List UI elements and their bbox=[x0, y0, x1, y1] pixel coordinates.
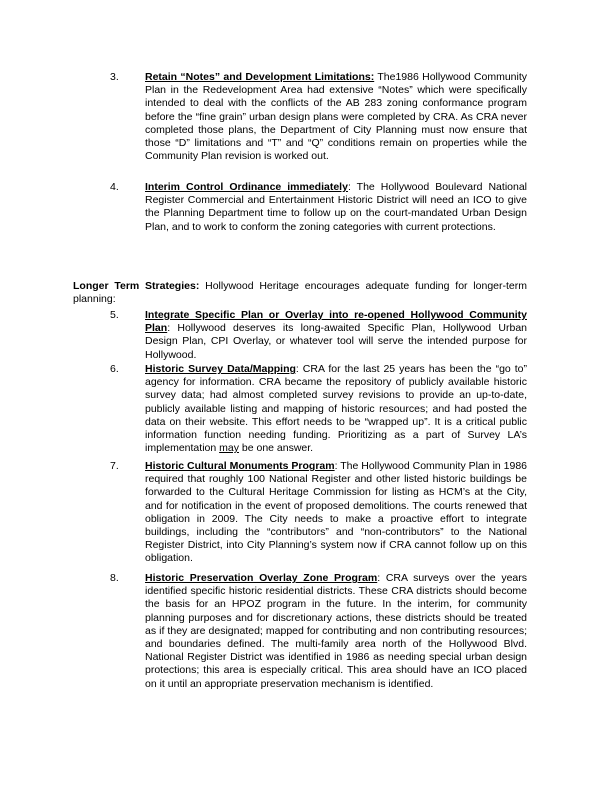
item-number: 5. bbox=[110, 309, 119, 321]
item-number: 3. bbox=[110, 71, 119, 83]
item-body: : The Hollywood Community Plan in 1986 required that roughly 100 National Register and other listed historic buildings be forwarded to the Cultural Heritage Commission for listing as HCM’s at the City, and for notification in the event of proposed demolitions. The courts renewed that obligation in 2009. The City needs to make a proactive effort to integrate buildings, including the “contributors” and “non-contributors” to the National Register District, into City Planning’s system now if CRA cannot follow up on this obligation. bbox=[145, 460, 528, 565]
list-item-retain-notes bbox=[145, 71, 527, 163]
section-label: Longer Term Strategies: bbox=[73, 280, 200, 292]
item-underlined-word: may bbox=[219, 442, 239, 455]
list-item-hpoz-program bbox=[145, 572, 527, 691]
list-item-integrate-plan bbox=[145, 309, 527, 362]
item-number: 6. bbox=[110, 363, 119, 375]
section-text: Hollywood Heritage encourages adequate funding for longer-term planning: bbox=[73, 280, 527, 306]
item-body: : The Hollywood Boulevard National Register Commercial and Entertainment Historic District will need an ICO to give the Planning Department time to follow up on the court-mandated Urban Design Plan, and to work to conform the zoning categories with current protections. bbox=[145, 181, 527, 233]
item-heading: Historic Preservation Overlay Zone Program bbox=[145, 572, 378, 584]
item-number: 4. bbox=[110, 181, 119, 193]
list-item-hcm-program bbox=[145, 460, 527, 566]
item-body: : CRA for the last 25 years has been the “go to” agency for information. CRA became the repository of publicly available historic survey data; had almost completed survey revisions to provide an up-to-date, publicly available listing and mapping of historic resources; and had posted the data on their website. This effort needs to be “wrapped up”. It is a critical public information function needing funding. Prioritizing as a part of Survey LA’s implementation bbox=[145, 363, 527, 455]
item-heading: Historic Survey Data/Mapping bbox=[145, 363, 296, 375]
item-number: 8. bbox=[110, 572, 119, 584]
list-item-interim-control bbox=[145, 181, 527, 234]
item-body: : Hollywood deserves its long-awaited Specific Plan, Hollywood Urban Design Plan, CPI Overlay, or whatever tool will serve the intended purpose for Hollywood. bbox=[145, 322, 527, 361]
item-heading: Historic Cultural Monuments Program bbox=[145, 460, 335, 472]
item-body: The1986 Hollywood Community Plan in the Redevelopment Area had extensive “Notes” which were specifically intended to deal with the conflicts of the AB 283 zoning conformance program before the “fine grain” urban design plans were completed by CRA. As CRA never completed those plans, the Department of City Planning must now ensure that those “D” limitations and “T” and “Q” conditions remain on properties while the Community Plan revision is worked out. bbox=[145, 71, 527, 163]
longer-term-paragraph bbox=[73, 280, 527, 306]
item-heading: Retain “Notes” and Development Limitations: bbox=[145, 71, 375, 83]
list-item-survey-data bbox=[145, 363, 527, 455]
item-body: : CRA surveys over the years identified specific historic residential districts. These CRA districts should become the basis for an HPOZ program in the future. In the interim, for community planning purposes and for discretionary actions, these districts should be treated as if they are designated; mapped for contributing and non contributing resources; and boundaries defined. The multi-family area north of the Hollywood Blvd. National Register District was identified in 1986 as needing special urban design protections; this area is especially critical. This area should have an ICO placed on it until an appropriate preservation mechanism is identified. bbox=[145, 572, 527, 690]
item-body-tail: be one answer. bbox=[238, 442, 314, 455]
item-heading: Interim Control Ordinance immediately bbox=[145, 181, 348, 193]
item-heading: Integrate Specific Plan or Overlay into re-opened Hollywood Community Plan bbox=[145, 309, 527, 335]
item-number: 7. bbox=[110, 460, 119, 472]
